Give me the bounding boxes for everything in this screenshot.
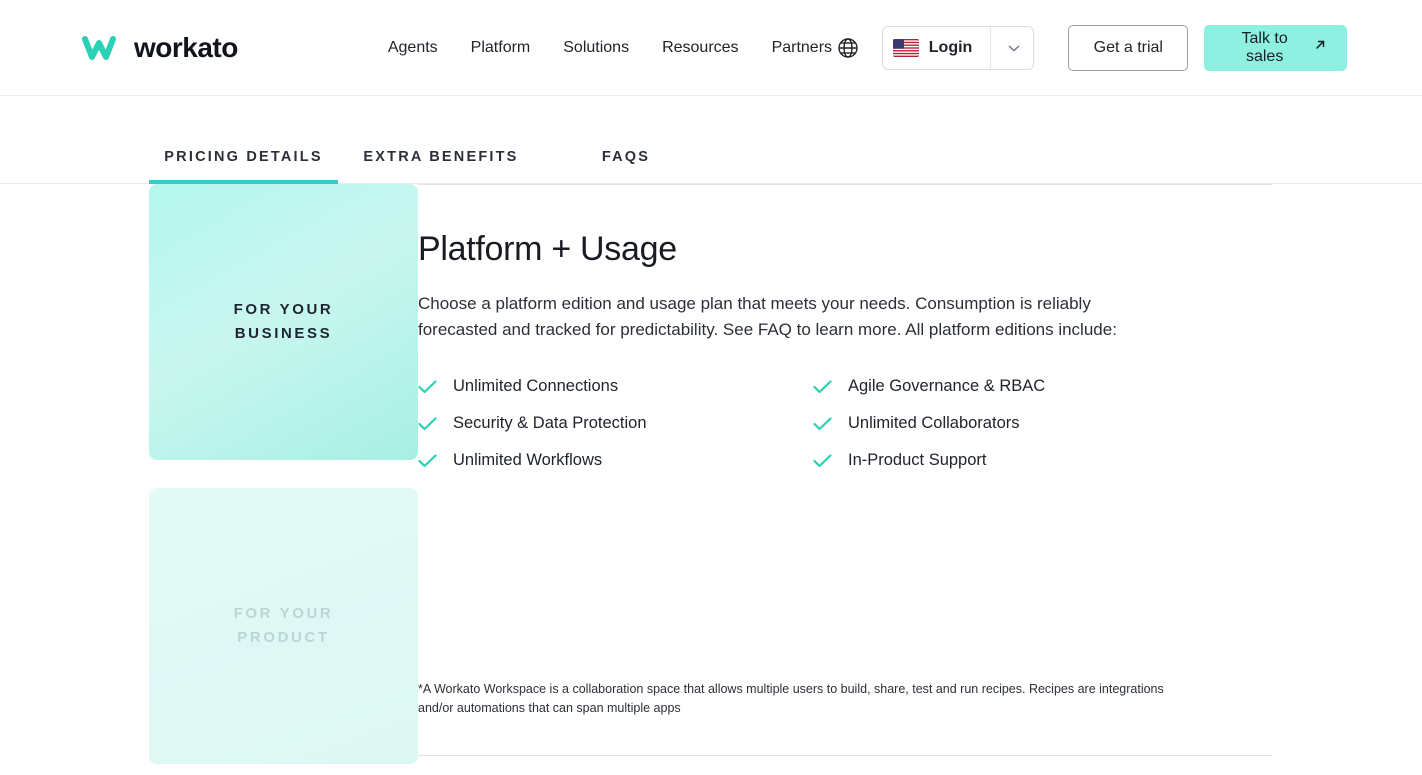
- section-footnote: *A Workato Workspace is a collaboration space that allows multiple users to build, share, test and run recipes. Recipes are integrations and/or automations that can span multiple apps: [418, 682, 1164, 715]
- feature-label: Agile Governance & RBAC: [848, 377, 1046, 395]
- check-icon: [813, 380, 832, 394]
- section-description: Choose a platform edition and usage plan that meets your needs. Consumption is reliably forecasted and tracked for predictability. See FAQ to learn more. All platform editions include:: [418, 294, 1117, 339]
- nav-link-resources[interactable]: Resources: [662, 38, 739, 56]
- section-tabs: [0, 96, 1422, 184]
- feature-list: [418, 377, 1272, 470]
- talk-to-sales-label: Talk to sales: [1241, 29, 1288, 65]
- chevron-down-icon[interactable]: [1001, 27, 1027, 69]
- check-icon: [418, 454, 437, 468]
- plan-card-business-line2: BUSINESS: [234, 325, 333, 342]
- plan-card-product-label: [234, 602, 334, 650]
- feature-item: [813, 451, 1272, 470]
- check-icon: [813, 417, 832, 431]
- primary-nav-links: [388, 39, 832, 57]
- arrow-up-right-icon: [1313, 38, 1327, 57]
- login-control[interactable]: [882, 26, 1035, 70]
- feature-item: [813, 377, 1272, 396]
- get-a-trial-button[interactable]: Get a trial: [1068, 25, 1188, 71]
- login-label: Login: [928, 38, 973, 56]
- feature-item: [418, 451, 813, 470]
- nav-link-platform[interactable]: Platform: [470, 38, 531, 56]
- plan-card-product-line1: FOR YOUR: [233, 605, 334, 622]
- section-top-divider: [418, 184, 1272, 185]
- nav-actions: [832, 25, 1347, 71]
- main-content: [0, 184, 1422, 775]
- talk-to-sales-button[interactable]: [1204, 25, 1347, 71]
- plan-card-business-label: [234, 298, 334, 346]
- feature-label: Security & Data Protection: [453, 414, 647, 432]
- feature-item: [418, 414, 813, 433]
- plan-card-business[interactable]: [149, 184, 418, 460]
- plan-card-product[interactable]: [149, 488, 418, 764]
- feature-label: Unlimited Collaborators: [848, 414, 1020, 432]
- feature-label: Unlimited Workflows: [453, 451, 603, 469]
- section-title: Platform + Usage: [418, 230, 677, 268]
- plan-card-business-line1: FOR YOUR: [233, 301, 334, 318]
- login-divider: [990, 26, 991, 70]
- workato-mark-icon: [82, 33, 124, 63]
- feature-label: In-Product Support: [848, 451, 987, 469]
- section-bottom-divider: [418, 755, 1272, 756]
- top-navigation-bar: [0, 0, 1422, 96]
- tab-faqs[interactable]: FAQS: [601, 149, 651, 165]
- feature-item: [813, 414, 1272, 433]
- check-icon: [418, 380, 437, 394]
- feature-item: [418, 377, 813, 396]
- plan-card-column: [0, 184, 418, 775]
- nav-link-agents[interactable]: Agents: [387, 38, 438, 56]
- section-panel: [418, 184, 1422, 775]
- workato-logo[interactable]: [82, 32, 238, 64]
- workato-wordmark: workato: [134, 31, 238, 63]
- tab-pricing-details[interactable]: PRICING DETAILS: [149, 149, 338, 183]
- nav-link-partners[interactable]: Partners: [771, 38, 833, 56]
- feature-label: Unlimited Connections: [453, 377, 619, 395]
- globe-icon[interactable]: [832, 31, 864, 65]
- check-icon: [418, 417, 437, 431]
- plan-card-product-line2: PRODUCT: [237, 629, 330, 646]
- us-flag-icon: [893, 39, 919, 57]
- tab-extra-benefits[interactable]: EXTRA BENEFITS: [363, 149, 519, 165]
- nav-link-solutions[interactable]: Solutions: [563, 38, 630, 56]
- check-icon: [813, 454, 832, 468]
